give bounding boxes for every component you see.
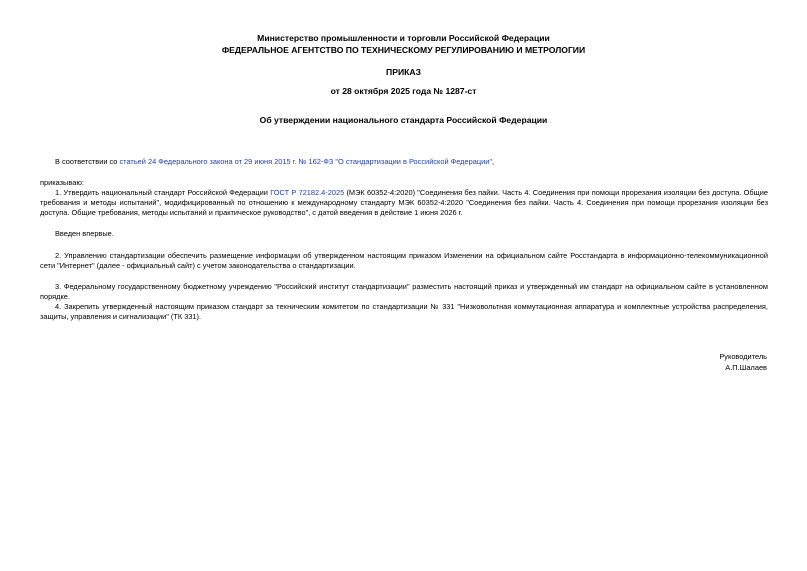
document-subject: Об утверждении национального стандарта Российской Федерации — [259, 115, 548, 125]
signatory-title: Руководитель — [719, 352, 767, 361]
law-link[interactable]: статьей 24 Федерального закона от 29 июня 2015 г. № 162-ФЗ "О стандартизации в Российской Федерации" — [119, 157, 492, 166]
item-4-paragraph: 4. Закрепить утвержденный настоящим приказом стандарт за техническим комитетом по стандартизации № 331 "Низковольтная коммутационная аппаратура и комплектные устройства распределения, защиты, управления и сигнализации" (ТК 331). — [40, 302, 768, 322]
gost-link[interactable]: ГОСТ Р 72182.4-2025 — [270, 188, 345, 197]
agency-title: ФЕДЕРАЛЬНОЕ АГЕНТСТВО ПО ТЕХНИЧЕСКОМУ РЕГУЛИРОВАНИЮ И МЕТРОЛОГИИ — [221, 45, 586, 55]
signature-block — [719, 352, 767, 373]
item-1-suffix: (МЭК 60352-4:2020) "Соединения без пайки. Часть 4. Соединения при помощи прорезания изоляции без доступа. Общие требования и методы испытаний", модифицированный по отношению к международному стандарту МЭК 60352-4:2020 "Соединения без пайки. Часть 4. Соединения при помощи прорезания изоляции без доступа. Общие требования, методы испытаний и практическое руководство", с датой введения в действие 1 июня 2026 г. — [40, 188, 768, 218]
ministry-title: Министерство промышленности и торговли Российской Федерации — [257, 33, 550, 43]
intro-suffix: , — [491, 157, 495, 166]
order-word: приказываю: — [40, 178, 84, 187]
first-time-note: Введен впервые. — [55, 229, 114, 238]
item-1-prefix: 1. Утвердить национальный стандарт Российской Федерации — [55, 188, 271, 197]
intro-prefix: В соответствии со — [55, 157, 120, 166]
document-type: ПРИКАЗ — [386, 67, 421, 77]
date-number: от 28 октября 2025 года № 1287-ст — [330, 86, 477, 96]
item-2-paragraph: 2. Управлению стандартизации обеспечить размещение информации об утвержденном настоящим приказом Изменении на официальном сайте Росстандарта в информационно-телекоммуникационной сети "Интернет" (далее - официальный сайт) с учетом законодательства о стандартизации. — [40, 251, 768, 271]
item-1-paragraph — [40, 188, 768, 219]
signatory-name: А.П.Шалаев — [725, 362, 767, 372]
intro-paragraph — [40, 157, 768, 167]
item-3-paragraph: 3. Федеральному государственному бюджетному учреждению "Российский институт стандартизации" разместить настоящий приказ и утвержденный им стандарт на официальном сайте в установленном порядке. — [40, 282, 768, 302]
